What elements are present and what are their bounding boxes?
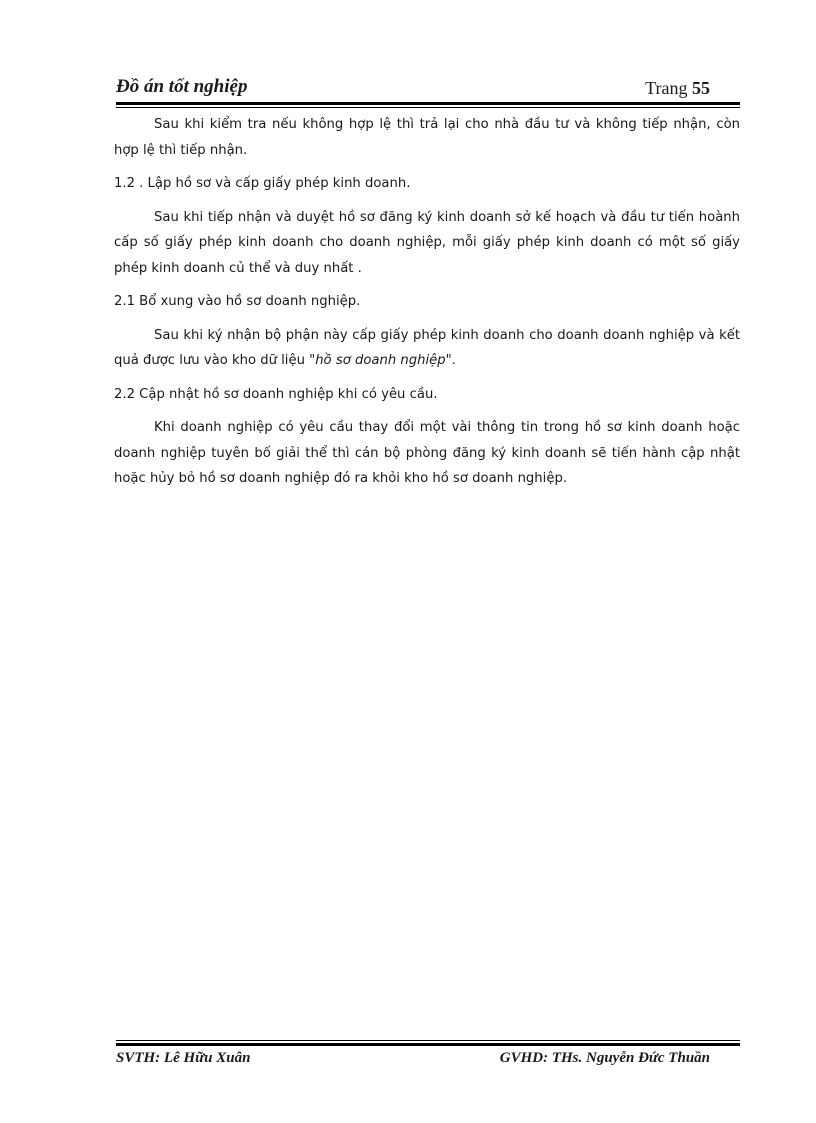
- page-footer: [116, 1050, 740, 1072]
- section-heading-1-2: 1.2 . Lập hồ sơ và cấp giấy phép kinh doanh.: [114, 176, 411, 191]
- paragraph-3-text: Sau khi ký nhận bộ phận này cấp giấy phép kinh doanh cho doanh doanh nghiệp và kết quả được lưu vào kho dữ liệu ": [114, 327, 740, 368]
- header-rule-thick: [116, 102, 740, 105]
- paragraph-3-emphasis: hồ sơ doanh nghiệp: [315, 353, 446, 368]
- paragraph-3-end: ".: [445, 353, 456, 368]
- page-indicator: [645, 78, 710, 99]
- section-heading-2-2: 2.2 Cập nhật hồ sơ doanh nghiệp khi có yêu cầu.: [114, 386, 438, 402]
- page-label: Trang: [645, 78, 688, 98]
- page-number: 55: [692, 78, 710, 98]
- paragraph-4: Khi doanh nghiệp có yêu cầu thay đổi một vài thông tin trong hồ sơ kinh doanh hoặc doanh nghiệp tuyên bố giải thể thì cán bộ phòng đăng ký kinh doanh sẽ tiến hành cập nhật hoặc hủy bỏ hồ sơ doanh nghiệp đó ra khỏi kho hồ sơ doanh nghiệp.: [114, 420, 740, 486]
- paragraph-2: Sau khi tiếp nhận và duyệt hồ sơ đăng ký kinh doanh sở kế hoạch và đầu tư tiến hoành cấp số giấy phép kinh doanh cho doanh nghiệp, mỗi giấy phép kinh doanh có một số giấy phép kinh doanh củ thể và duy nhất .: [114, 209, 740, 276]
- document-title: Đồ án tốt nghiệp: [116, 76, 248, 97]
- page-header: [116, 76, 740, 100]
- paragraph-3: [114, 323, 740, 374]
- header-rule-thin: [116, 107, 740, 108]
- page-content: [114, 112, 740, 500]
- section-heading-2-1: 2.1 Bổ xung vào hồ sơ doanh nghiệp.: [114, 294, 361, 309]
- student-name: SVTH: Lê Hữu Xuân: [116, 1050, 251, 1066]
- paragraph-1: Sau khi kiểm tra nếu không hợp lệ thì trả lại cho nhà đầu tư và không tiếp nhận, còn hợp lệ thì tiếp nhận.: [114, 117, 740, 158]
- supervisor-name: GVHD: THs. Nguyễn Đức Thuần: [499, 1050, 710, 1066]
- footer-rule-thin: [116, 1040, 740, 1041]
- footer-rule-thick: [116, 1043, 740, 1046]
